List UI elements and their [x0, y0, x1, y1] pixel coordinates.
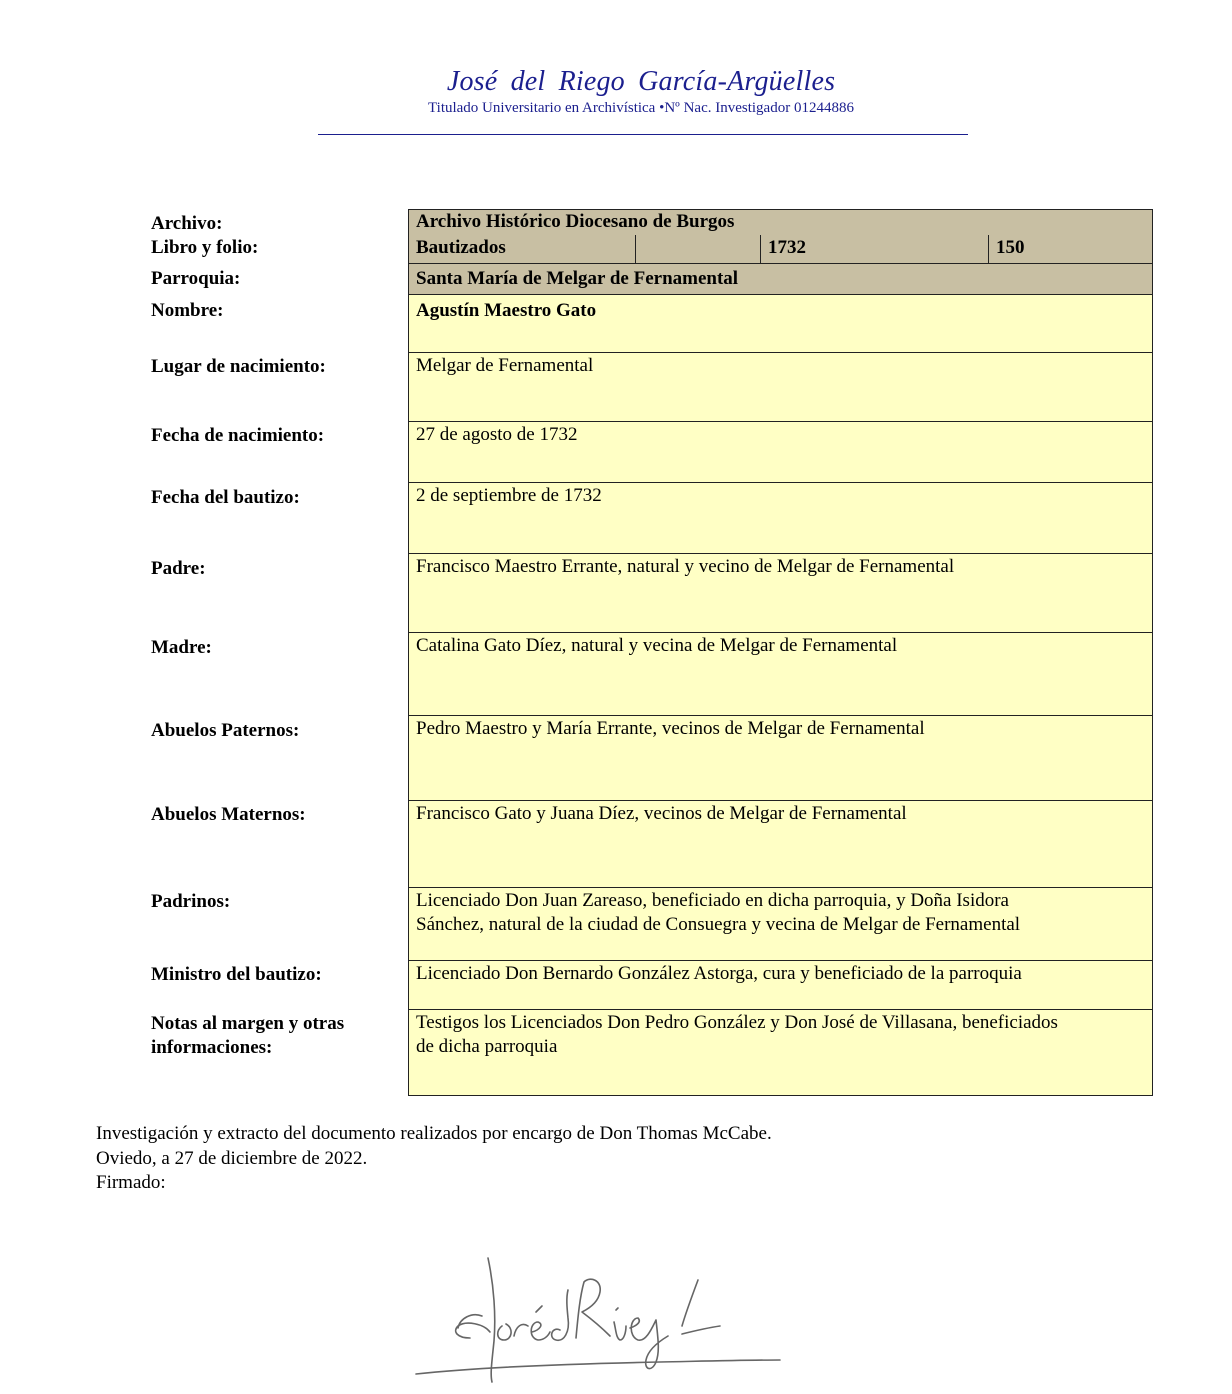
- row-padrinos: [408, 888, 1153, 961]
- row-lugar-nacimiento: [408, 353, 1153, 422]
- label-padrinos: Padrinos:: [151, 891, 231, 912]
- footer-commission: Investigación y extracto del documento realizados por encargo de Don Thomas McCabe.: [96, 1123, 772, 1144]
- value-libro-blank: [635, 235, 760, 263]
- value-padrinos-line1: Licenciado Don Juan Zareaso, beneficiado en dicha parroquia, y Doña Isidora: [416, 890, 1009, 911]
- row-parroquia: [408, 264, 1153, 295]
- value-archivo: Archivo Histórico Diocesano de Burgos: [416, 211, 735, 232]
- row-notas: [408, 1010, 1153, 1096]
- label-notas: [151, 1012, 401, 1060]
- label-lugar-nacimiento: Lugar de nacimiento:: [151, 356, 326, 377]
- footer-place-date: Oviedo, a 27 de diciembre de 2022.: [96, 1147, 368, 1169]
- letterhead: [0, 66, 1232, 117]
- value-lugar-nacimiento: Melgar de Fernamental: [416, 355, 594, 376]
- value-fecha-nacimiento: 27 de agosto de 1732: [416, 424, 578, 445]
- label-archivo: Archivo:: [151, 213, 223, 234]
- row-ministro: [408, 961, 1153, 1010]
- label-fecha-nacimiento: Fecha de nacimiento:: [151, 425, 325, 446]
- row-archivo: [408, 209, 1153, 236]
- label-fecha-bautizo: Fecha del bautizo:: [151, 487, 300, 508]
- value-padre: Francisco Maestro Errante, natural y vecino de Melgar de Fernamental: [416, 556, 955, 577]
- value-year: 1732: [760, 235, 988, 263]
- row-madre: [408, 633, 1153, 716]
- label-abuelos-maternos: Abuelos Maternos:: [151, 804, 306, 825]
- row-abuelos-paternos: [408, 716, 1153, 801]
- letterhead-subtitle: Titulado Universitario en Archivística •Nº Nac. Investigador 01244886: [428, 100, 854, 116]
- value-padrinos: [409, 888, 1152, 937]
- value-notas: [409, 1010, 1152, 1059]
- footer-signed-label: Firmado:: [96, 1172, 166, 1193]
- signature-drawing: [410, 1246, 790, 1386]
- value-padrinos-line2: Sánchez, natural de la ciudad de Consuegra y vecina de Melgar de Fernamental: [416, 914, 1021, 935]
- row-padre: [408, 554, 1153, 633]
- label-ministro: Ministro del bautizo:: [151, 964, 322, 985]
- value-abuelos-maternos: Francisco Gato y Juana Díez, vecinos de Melgar de Fernamental: [416, 803, 907, 824]
- value-madre: Catalina Gato Díez, natural y vecina de Melgar de Fernamental: [416, 635, 898, 656]
- label-notas-line1: Notas al margen y otras: [151, 1013, 345, 1034]
- label-libro-folio: Libro y folio:: [151, 237, 259, 258]
- label-parroquia: Parroquia:: [151, 268, 241, 289]
- letterhead-name: José del Riego García-Argüelles: [446, 66, 836, 97]
- row-fecha-nacimiento: [408, 422, 1153, 483]
- label-notas-line2: informaciones:: [151, 1037, 273, 1058]
- value-parroquia: Santa María de Melgar de Fernamental: [416, 268, 739, 289]
- value-nombre: Agustín Maestro Gato: [416, 300, 597, 321]
- footer: [96, 1122, 772, 1196]
- letterhead-divider: [318, 134, 968, 135]
- signature: [410, 1246, 790, 1391]
- row-nombre: [408, 295, 1153, 353]
- label-abuelos-paternos: Abuelos Paternos:: [151, 720, 300, 741]
- label-nombre: Nombre:: [151, 300, 224, 321]
- value-folio: 150: [988, 235, 1152, 263]
- row-libro-folio: [408, 235, 1153, 264]
- label-padre: Padre:: [151, 558, 206, 579]
- row-fecha-bautizo: [408, 483, 1153, 554]
- value-fecha-bautizo: 2 de septiembre de 1732: [416, 485, 602, 506]
- value-notas-line2: de dicha parroquia: [416, 1036, 558, 1057]
- value-notas-line1: Testigos los Licenciados Don Pedro González y Don José de Villasana, beneficiados: [416, 1012, 1058, 1033]
- value-abuelos-paternos: Pedro Maestro y María Errante, vecinos de Melgar de Fernamental: [416, 718, 925, 739]
- value-ministro: Licenciado Don Bernardo González Astorga, cura y beneficiado de la parroquia: [416, 963, 1022, 984]
- row-abuelos-maternos: [408, 801, 1153, 888]
- label-madre: Madre:: [151, 637, 212, 658]
- value-libro: Bautizados: [416, 237, 506, 258]
